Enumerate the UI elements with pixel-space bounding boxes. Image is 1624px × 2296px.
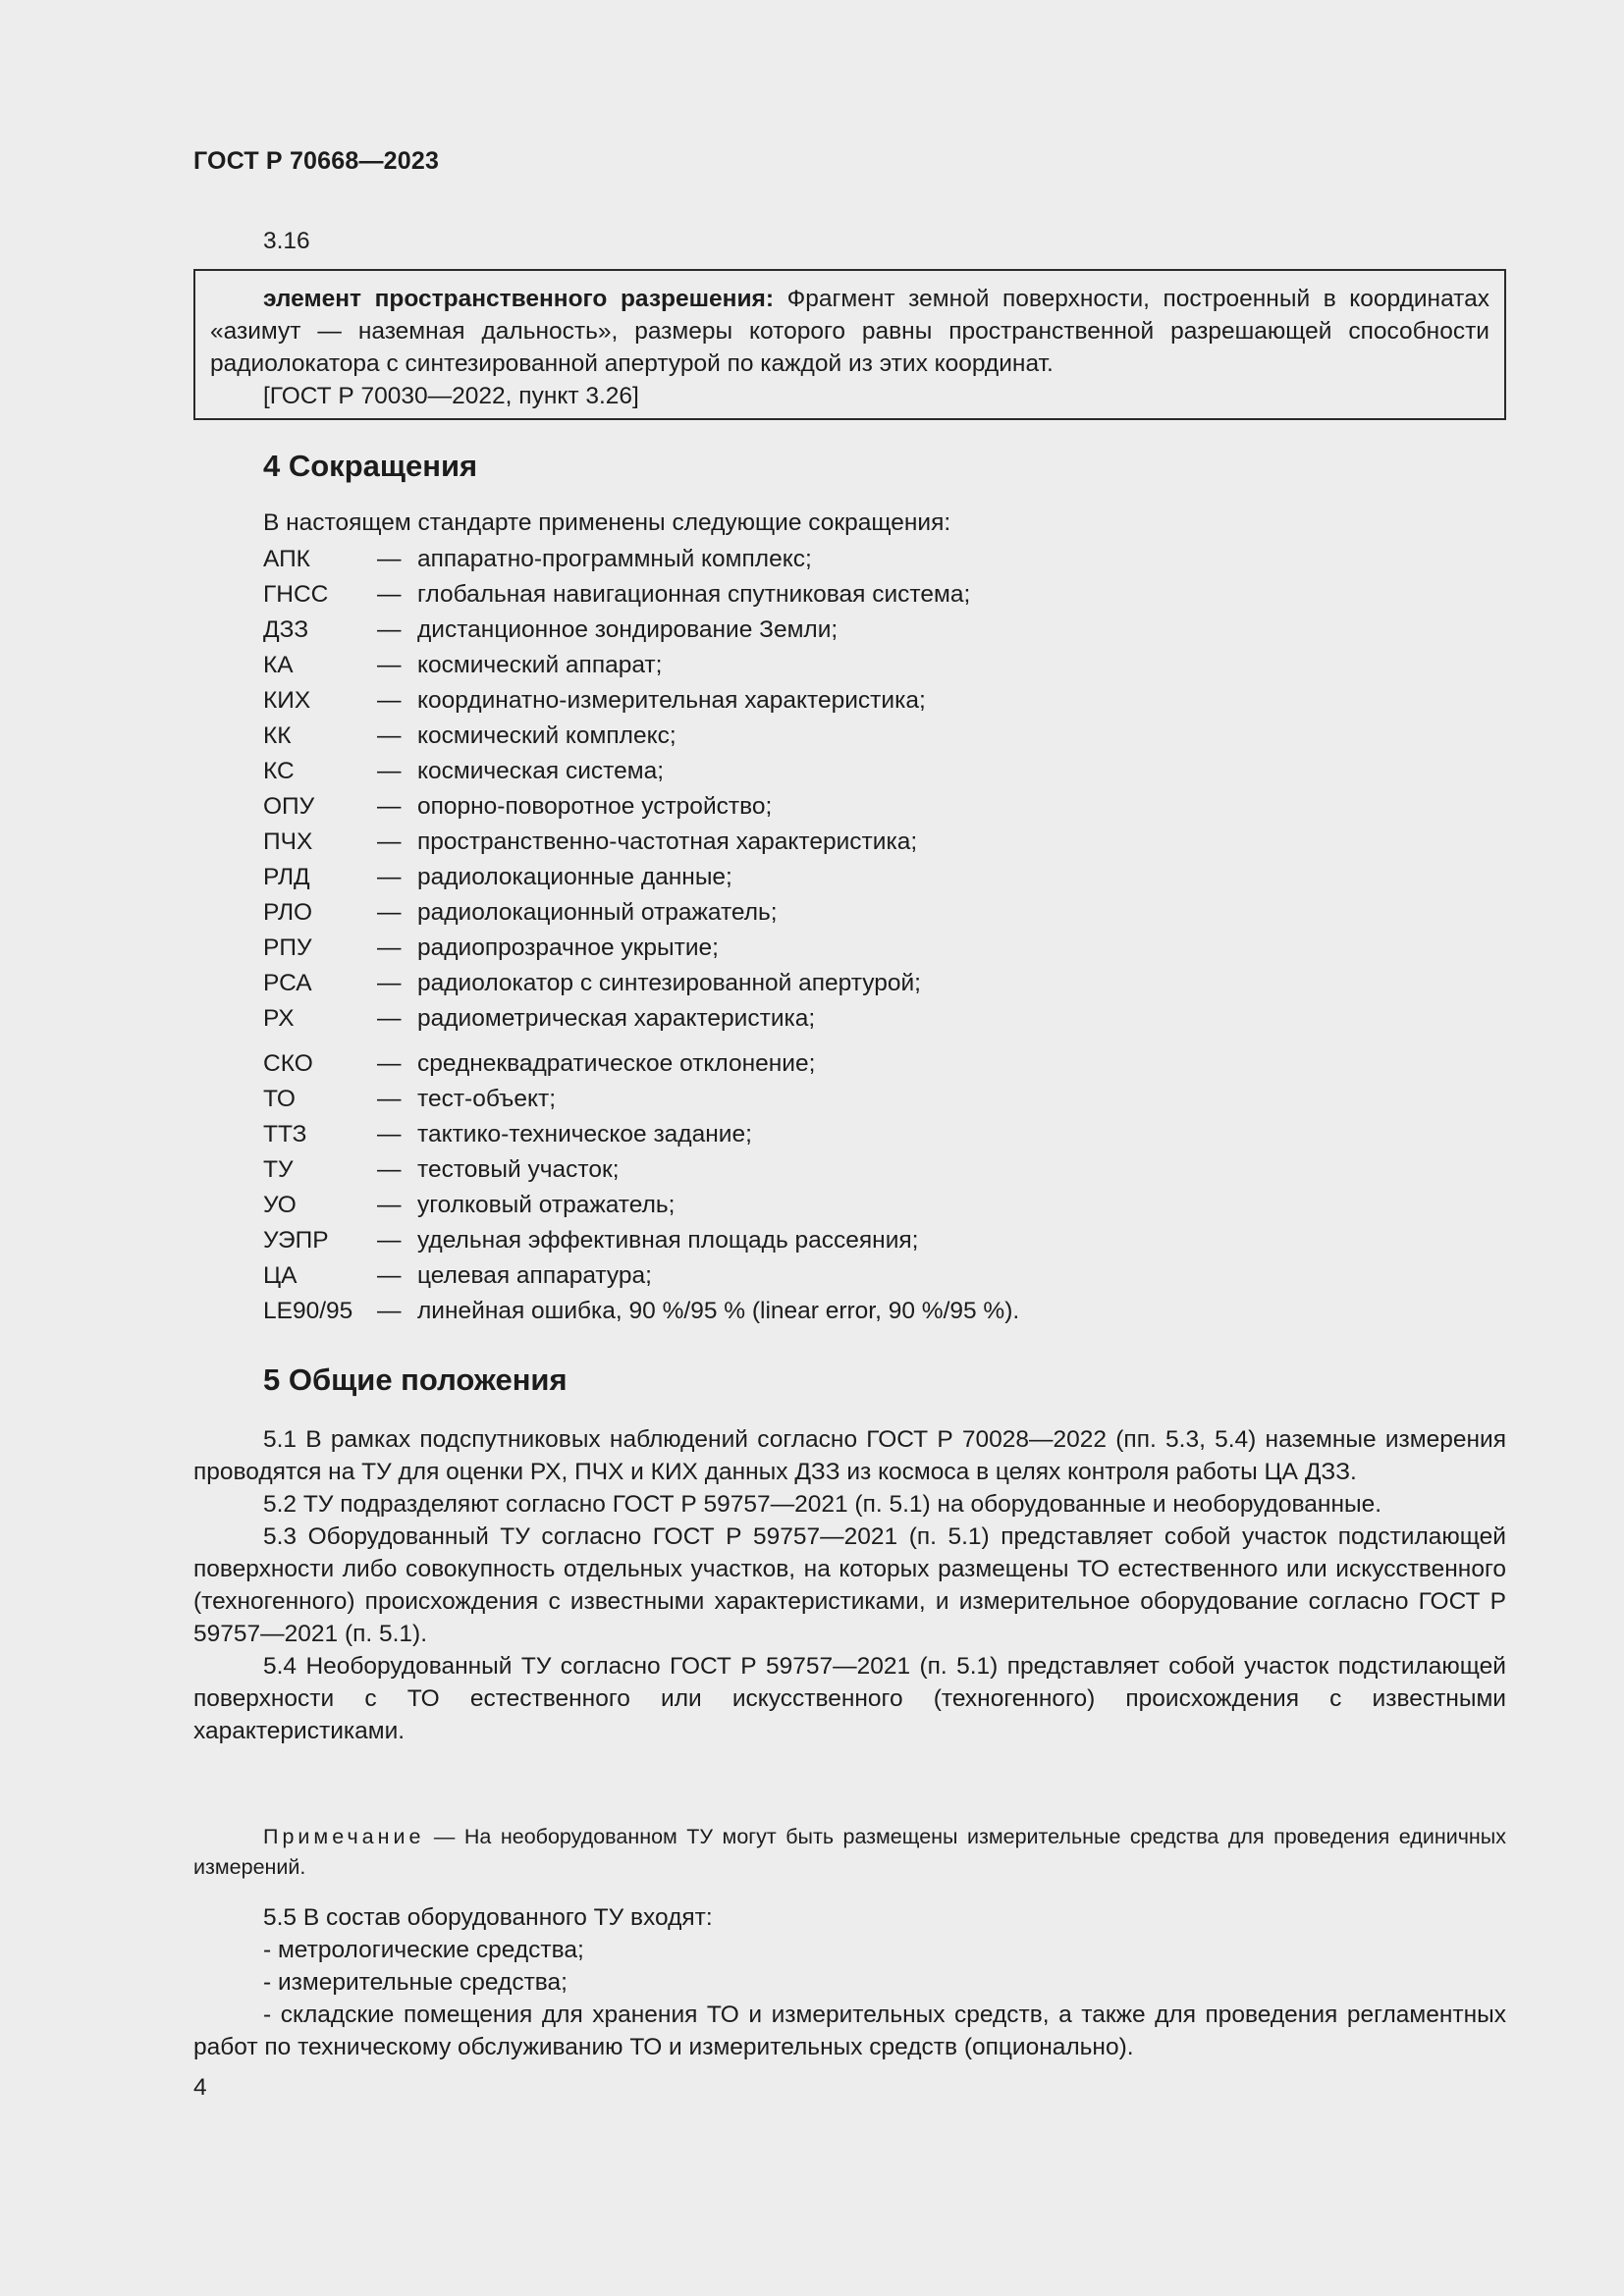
abbreviation-dash: — [377,1156,402,1183]
abbreviation-code: КС [263,758,295,784]
abbreviation-code: РПУ [263,934,312,961]
abbreviation-code: КК [263,722,292,749]
abbreviation-desc: радиометрическая характеристика; [417,1005,816,1032]
abbreviation-code: КА [263,652,294,678]
abbreviation-code: КИХ [263,687,311,714]
abbreviation-code: ГНСС [263,581,329,608]
abbreviation-code: ТУ [263,1156,294,1183]
abbreviation-code: УО [263,1192,297,1218]
abbreviation-desc: радиопрозрачное укрытие; [417,934,719,961]
abbreviation-desc: космический комплекс; [417,722,677,749]
paragraph-5-1: 5.1 В рамках подспутниковых наблюдений согласно ГОСТ Р 70028—2022 (пп. 5.3, 5.4) наземные измерения проводятся на ТУ для оценки РХ, ПЧХ и КИХ данных ДЗЗ из космоса в целях контроля работы ЦА ДЗЗ. [193,1426,1506,1485]
abbreviation-code: УЭПР [263,1227,329,1254]
abbreviation-code: ОПУ [263,793,315,820]
section-4-heading: 4 Сокращения [263,449,478,483]
paragraph-5-3: 5.3 Оборудованный ТУ согласно ГОСТ Р 59757—2021 (п. 5.1) представляет собой участок подстилающей поверхности либо совокупность отдельных участков, на которых размещены ТО естественного или искусственного (техногенного) происхождения с известными характеристиками, и измерительное оборудование согласно ГОСТ Р 59757—2021 (п. 5.1). [193,1523,1506,1647]
page-number: 4 [193,2074,207,2101]
abbreviation-dash: — [377,1192,402,1218]
section-5-heading: 5 Общие положения [263,1362,568,1397]
abbreviation-dash: — [377,758,402,784]
abbreviation-code: ДЗЗ [263,616,309,643]
term-definition-box [193,269,1506,420]
abbreviation-desc: радиолокационный отражатель; [417,899,778,926]
abbreviation-code: АПК [263,546,310,572]
section-5-body [193,1423,1506,1747]
abbreviation-dash: — [377,1121,402,1148]
abbreviation-dash: — [377,722,402,749]
abbreviation-code: РХ [263,1005,295,1032]
paragraph-5-5: 5.5 В состав оборудованного ТУ входят: [263,1904,713,1931]
abbreviation-code: РЛО [263,899,313,926]
abbreviation-desc: опорно-поворотное устройство; [417,793,773,820]
list-item: - метрологические средства; [263,1937,584,1963]
note-text: — На необорудованном ТУ могут быть размещены измерительные средства для проведения единичных измерений. [193,1825,1506,1879]
abbreviation-dash: — [377,546,402,572]
abbreviation-dash: — [377,581,402,608]
abbreviation-code: ПЧХ [263,828,313,855]
abbreviation-code: РЛД [263,864,310,890]
abbreviation-desc: пространственно-частотная характеристика; [417,828,918,855]
abbreviation-desc: тест-объект; [417,1086,557,1112]
abbreviation-dash: — [377,793,402,820]
abbreviation-dash: — [377,934,402,961]
abbreviation-desc: космический аппарат; [417,652,663,678]
term-name: элемент пространственного разрешения: [263,286,774,312]
abbreviation-code: СКО [263,1050,313,1077]
abbreviation-code: ТТЗ [263,1121,307,1148]
abbreviation-desc: целевая аппаратура; [417,1262,652,1289]
paragraph-5-4: 5.4 Необорудованный ТУ согласно ГОСТ Р 59757—2021 (п. 5.1) представляет собой участок подстилающей поверхности с ТО естественного или искусственного (техногенного) происхождения с известными характеристиками. [193,1653,1506,1744]
list-item: - измерительные средства; [263,1969,568,1996]
paragraph-5-2: 5.2 ТУ подразделяют согласно ГОСТ Р 59757—2021 (п. 5.1) на оборудованные и необорудованные. [263,1491,1382,1518]
document-header: ГОСТ Р 70668—2023 [193,147,440,175]
abbreviation-desc: уголковый отражатель; [417,1192,676,1218]
abbreviation-dash: — [377,828,402,855]
section-5-5 [193,1901,1506,2063]
abbreviation-desc: радиолокатор с синтезированной апертурой; [417,970,921,996]
abbreviation-dash: — [377,1262,402,1289]
abbreviation-desc: радиолокационные данные; [417,864,732,890]
abbreviation-dash: — [377,970,402,996]
abbreviation-desc: среднеквадратическое отклонение; [417,1050,816,1077]
term-definition-text: Фрагмент земной поверхности, построенный в координатах «азимут — наземная дальность», размеры которого равны пространственной разрешающей способности радиолокатора с синтезированной апертурой по каждой из этих координат. [210,286,1489,377]
abbreviation-code: LE90/95 [263,1298,353,1324]
abbreviation-dash: — [377,899,402,926]
abbreviation-dash: — [377,1298,402,1324]
term-number: 3.16 [263,228,310,254]
abbreviation-desc: дистанционное зондирование Земли; [417,616,839,643]
abbreviation-desc: удельная эффективная площадь рассеяния; [417,1227,919,1254]
abbreviation-dash: — [377,616,402,643]
abbreviation-dash: — [377,1050,402,1077]
abbreviations-intro: В настоящем стандарте применены следующие сокращения: [263,509,951,536]
term-source: [ГОСТ Р 70030—2022, пункт 3.26] [263,383,639,409]
abbreviation-dash: — [377,1086,402,1112]
note-label: Примечание [263,1825,425,1848]
abbreviation-desc: аппаратно-программный комплекс; [417,546,812,572]
abbreviation-dash: — [377,864,402,890]
list-item: - складские помещения для хранения ТО и измерительных средств, а также для проведения регламентных работ по техническому обслуживанию ТО и измерительных средств (опционально). [193,2002,1506,2060]
abbreviation-desc: космическая система; [417,758,665,784]
abbreviation-desc: тестовый участок; [417,1156,620,1183]
abbreviation-desc: координатно-измерительная характеристика; [417,687,926,714]
abbreviation-dash: — [377,652,402,678]
abbreviation-code: РСА [263,970,312,996]
abbreviation-code: ТО [263,1086,296,1112]
abbreviation-code: ЦА [263,1262,298,1289]
abbreviation-desc: линейная ошибка, 90 %/95 % (linear error, 90 %/95 %). [417,1298,1020,1324]
note-block [193,1822,1506,1883]
abbreviation-desc: тактико-техническое задание; [417,1121,752,1148]
abbreviation-dash: — [377,1005,402,1032]
abbreviation-desc: глобальная навигационная спутниковая система; [417,581,971,608]
abbreviation-dash: — [377,687,402,714]
abbreviation-dash: — [377,1227,402,1254]
term-definition [210,283,1489,380]
